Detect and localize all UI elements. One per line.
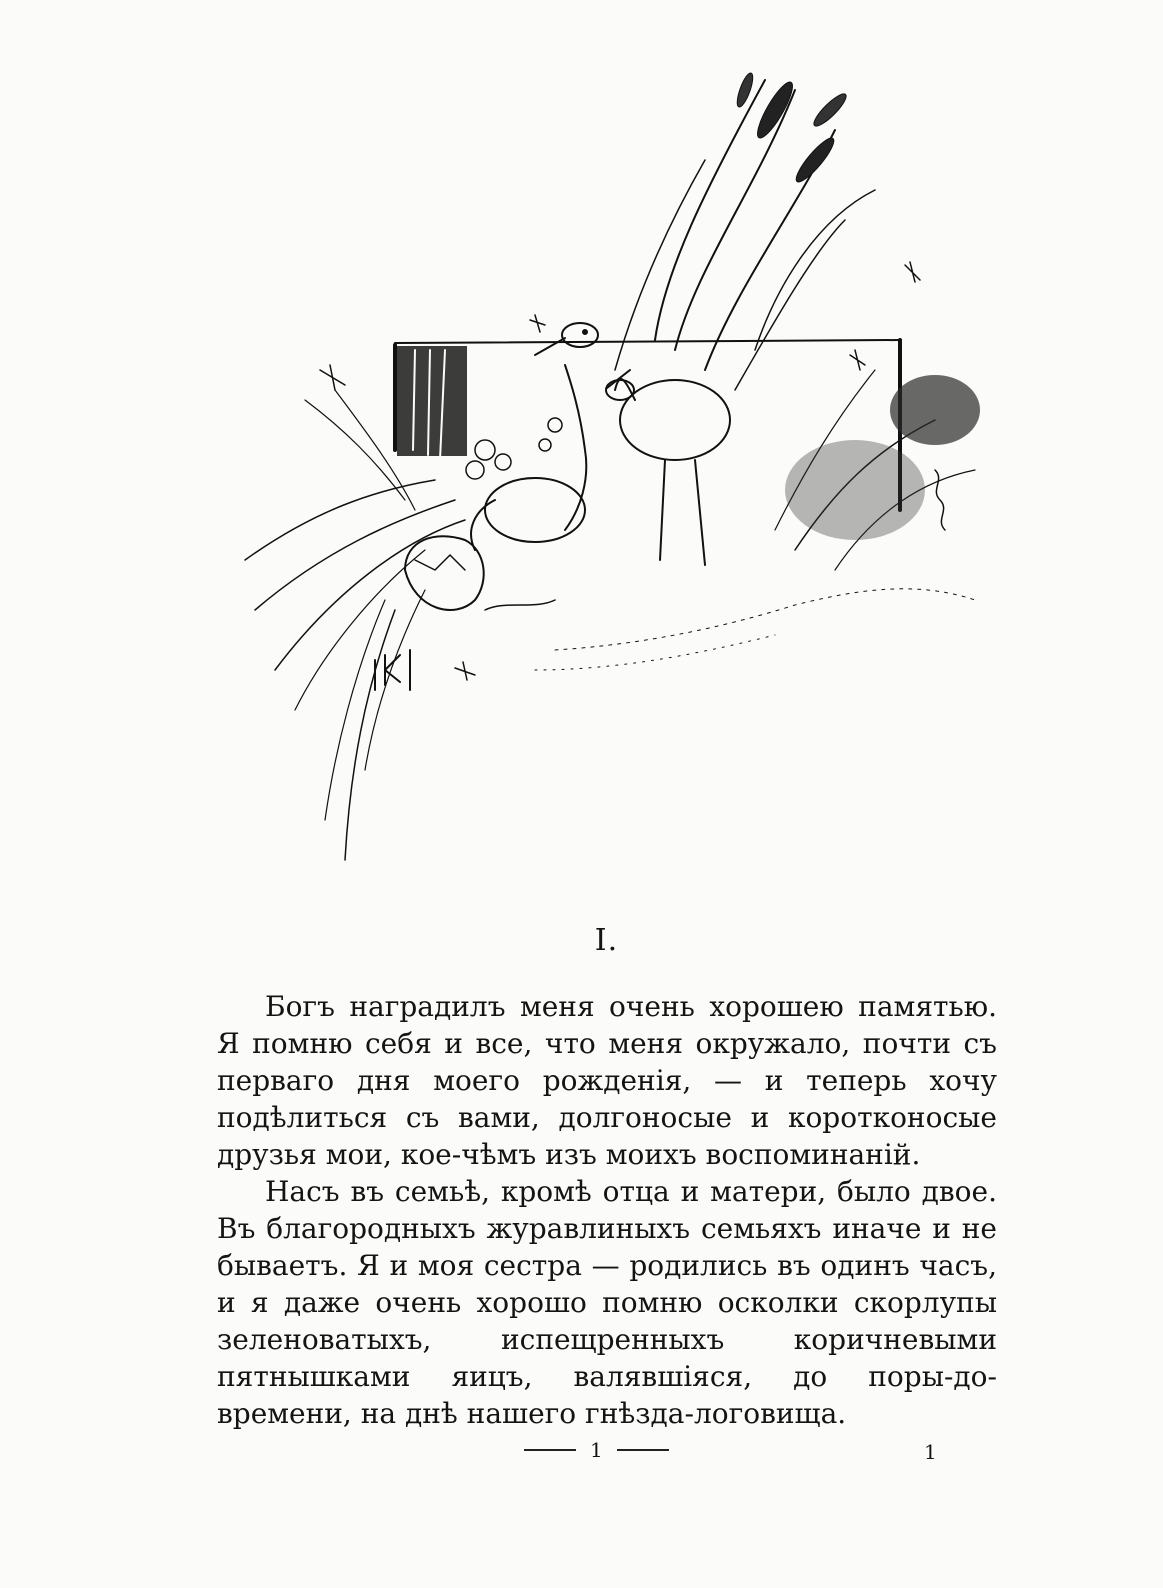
cranes-nest-illustration xyxy=(235,70,995,870)
footer-dash-left xyxy=(524,1449,576,1451)
signature-mark: 1 xyxy=(924,1440,937,1464)
engraving-icon xyxy=(235,70,995,870)
page-footer xyxy=(0,1438,1163,1478)
footer-dash-right xyxy=(617,1449,669,1451)
chapter-number: I. xyxy=(594,923,619,958)
paragraph-1: Богъ наградилъ меня очень хорошею памятью. Я помню себя и все, что меня окружало, почти съ перваго дня моего рожденія, — и теперь хочу подѣлиться съ вами, долгоносые и коротконосые друзья мои, кое-чѣмъ изъ моихъ воспоминаній. xyxy=(217,990,997,1171)
chapter-text xyxy=(217,988,997,1432)
page-number: 1 xyxy=(590,1438,603,1462)
page-number-marker xyxy=(524,1438,669,1462)
paragraph-2: Насъ въ семьѣ, кромѣ отца и матери, было двое. Въ благородныхъ журавлиныхъ семьяхъ иначе и не бываетъ. Я и моя сестра — родились въ одинъ часъ, и я даже очень хорошо помню осколки скорлупы зеленоватыхъ, испещренныхъ коричневыми пятнышками яицъ, валявшіяся, до поры-до-времени, на днѣ нашего гнѣзда-логовища. xyxy=(217,1175,997,1430)
